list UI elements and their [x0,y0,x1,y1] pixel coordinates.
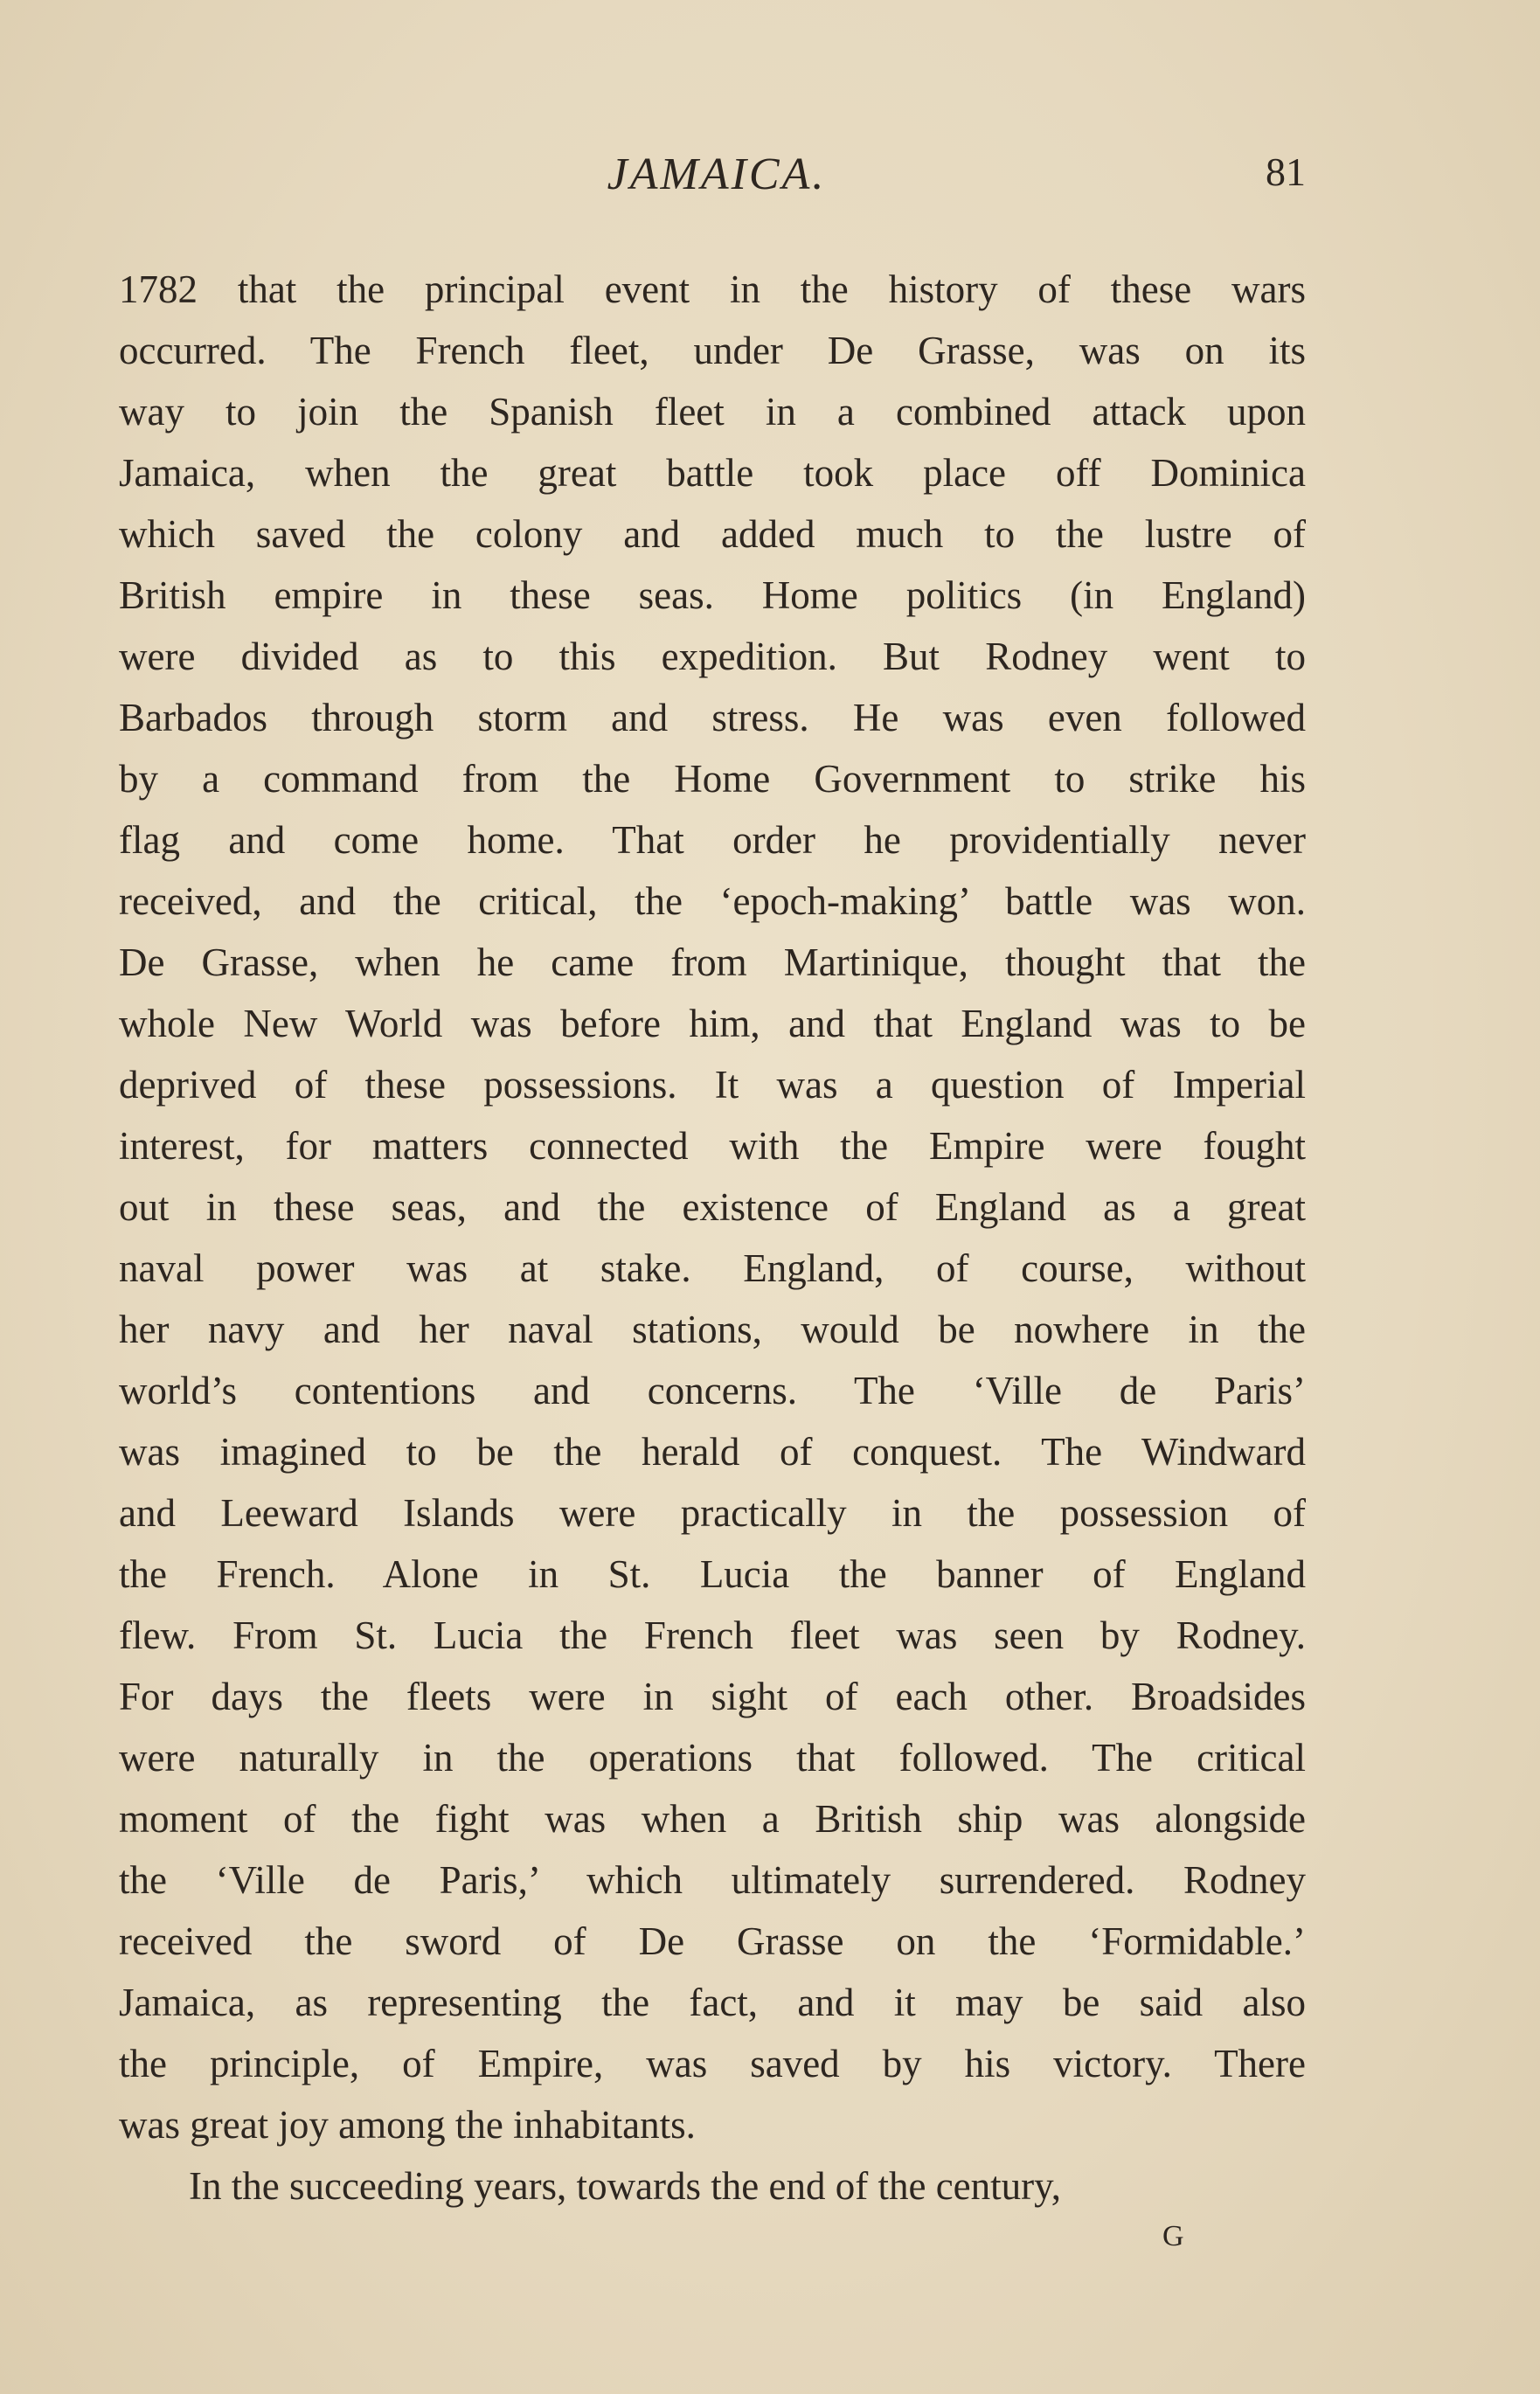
text-line: flag and come home. That order he providentially never [119,818,1306,862]
text-line: interest, for matters connected with the Empire were fought [119,1124,1306,1168]
text-line: her navy and her naval stations, would be nowhere in the [119,1308,1306,1351]
text-line: which saved the colony and added much to the lustre of [119,512,1306,556]
text-line: way to join the Spanish fleet in a combined attack upon [119,390,1306,434]
text-line: the ‘Ville de Paris,’ which ultimately surrendered. Rodney [119,1858,1306,1902]
text-line: Jamaica, when the great battle took place off Dominica [119,451,1306,495]
text-line: were divided as to this expedition. But Rodney went to [119,635,1306,678]
page-number: 81 [1266,149,1306,194]
text-line: flew. From St. Lucia the French fleet was seen by Rodney. [119,1613,1306,1657]
text-line: deprived of these possessions. It was a question of Imperial [119,1063,1306,1107]
text-line: occurred. The French fleet, under De Grasse, was on its [119,329,1306,372]
paragraph-end-line: was great joy among the inhabitants. [119,2103,696,2147]
text-line: For days the fleets were in sight of each other. Broadsides [119,1675,1306,1718]
text-line: British empire in these seas. Home politics (in England) [119,573,1306,617]
body-text [119,259,1306,2217]
paragraph-start-line: In the succeeding years, towards the end of the century, [189,2164,1061,2208]
text-line: received, and the critical, the ‘epoch-making’ battle was won. [119,879,1306,923]
text-line: by a command from the Home Government to strike his [119,757,1306,801]
text-line: world’s contentions and concerns. The ‘Ville de Paris’ [119,1369,1306,1412]
text-line: the principle, of Empire, was saved by his victory. There [119,2042,1306,2085]
text-line: out in these seas, and the existence of England as a great [119,1185,1306,1229]
text-line: and Leeward Islands were practically in the possession of [119,1491,1306,1535]
text-line: whole New World was before him, and that England was to be [119,1002,1306,1045]
text-line: 1782 that the principal event in the history of these wars [119,267,1306,311]
text-line: were naturally in the operations that followed. The critical [119,1736,1306,1780]
running-title: JAMAICA. [607,149,827,199]
running-head [0,149,1540,210]
text-line: received the sword of De Grasse on the ‘Formidable.’ [119,1919,1306,1963]
text-line: the French. Alone in St. Lucia the banner of England [119,1552,1306,1596]
text-line: De Grasse, when he came from Martinique, thought that the [119,940,1306,984]
text-line: moment of the fight was when a British ship was alongside [119,1797,1306,1841]
text-line: naval power was at stake. England, of course, without [119,1246,1306,1290]
text-line: was imagined to be the herald of conquest. The Windward [119,1430,1306,1474]
text-line: Barbados through storm and stress. He was even followed [119,696,1306,739]
text-line: Jamaica, as representing the fact, and it may be said also [119,1981,1306,2024]
signature-mark: G [1162,2220,1184,2252]
